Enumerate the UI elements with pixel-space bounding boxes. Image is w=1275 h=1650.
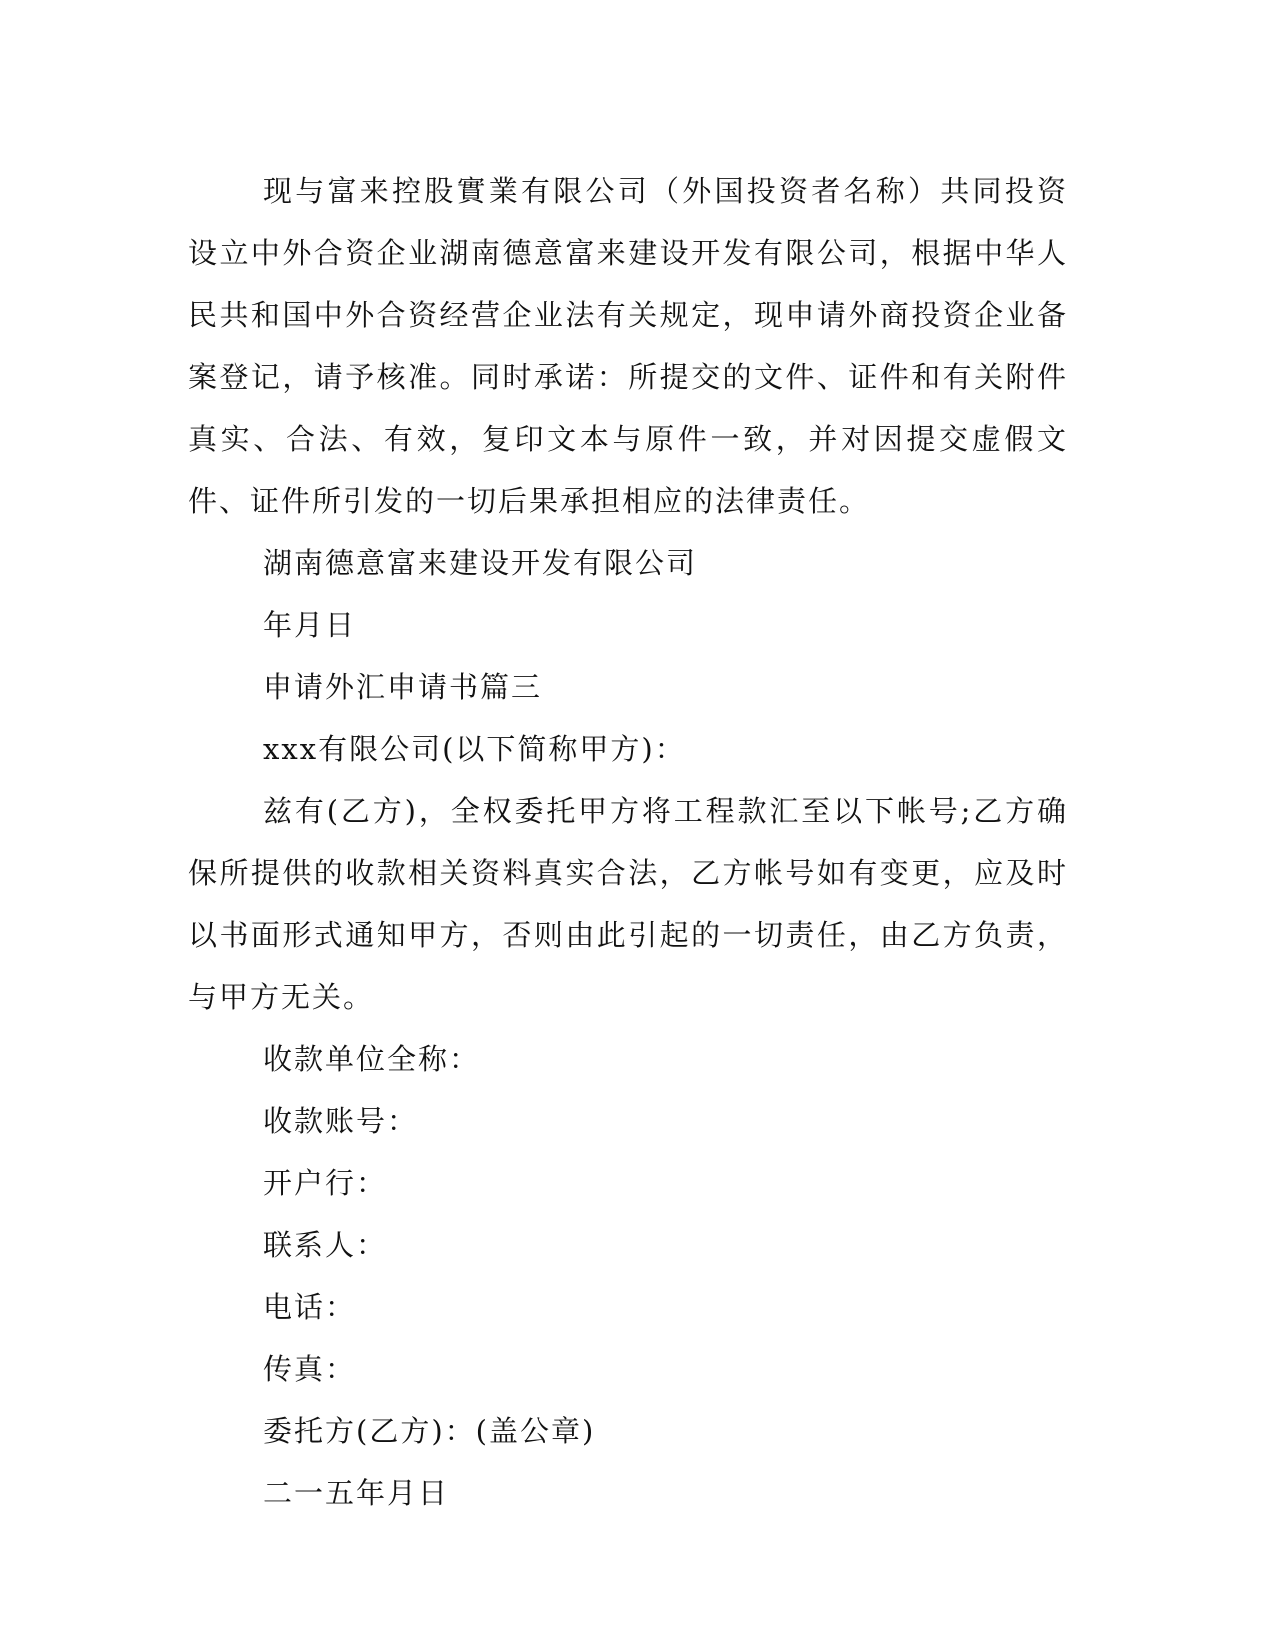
account-number-field-label: 收款账号： <box>263 1104 419 1138</box>
signature-date: 年月日 <box>263 608 357 642</box>
company-signature: 湖南德意富来建设开发有限公司 <box>263 546 698 580</box>
section-title: 申请外汇申请书篇三 <box>263 670 543 704</box>
payee-name-field-label: 收款单位全称： <box>263 1042 481 1076</box>
fax-field-label: 传真： <box>263 1352 357 1386</box>
document-body <box>188 160 1068 1524</box>
addressee-line: xxx有限公司(以下简称甲方)： <box>263 732 686 766</box>
principal-seal-line: 委托方(乙方)：(盖公章) <box>263 1414 596 1448</box>
contact-field-label: 联系人： <box>263 1228 388 1262</box>
closing-date: 二一五年月日 <box>263 1476 450 1510</box>
phone-field-label: 电话： <box>263 1290 357 1324</box>
bank-field-label: 开户行： <box>263 1166 388 1200</box>
authorization-paragraph: 兹有(乙方)，全权委托甲方将工程款汇至以下帐号;乙方确保所提供的收款相关资料真实合法，乙方帐号如有变更，应及时以书面形式通知甲方，否则由此引起的一切责任，由乙方负责，与甲方无关。 <box>188 794 1068 1014</box>
declaration-paragraph: 现与富来控股實業有限公司（外国投资者名称）共同投资设立中外合资企业湖南德意富来建设开发有限公司，根据中华人民共和国中外合资经营企业法有关规定，现申请外商投资企业备案登记，请予核准。同时承诺：所提交的文件、证件和有关附件真实、合法、有效，复印文本与原件一致，并对因提交虚假文件、证件所引发的一切后果承担相应的法律责任。 <box>188 174 1068 518</box>
